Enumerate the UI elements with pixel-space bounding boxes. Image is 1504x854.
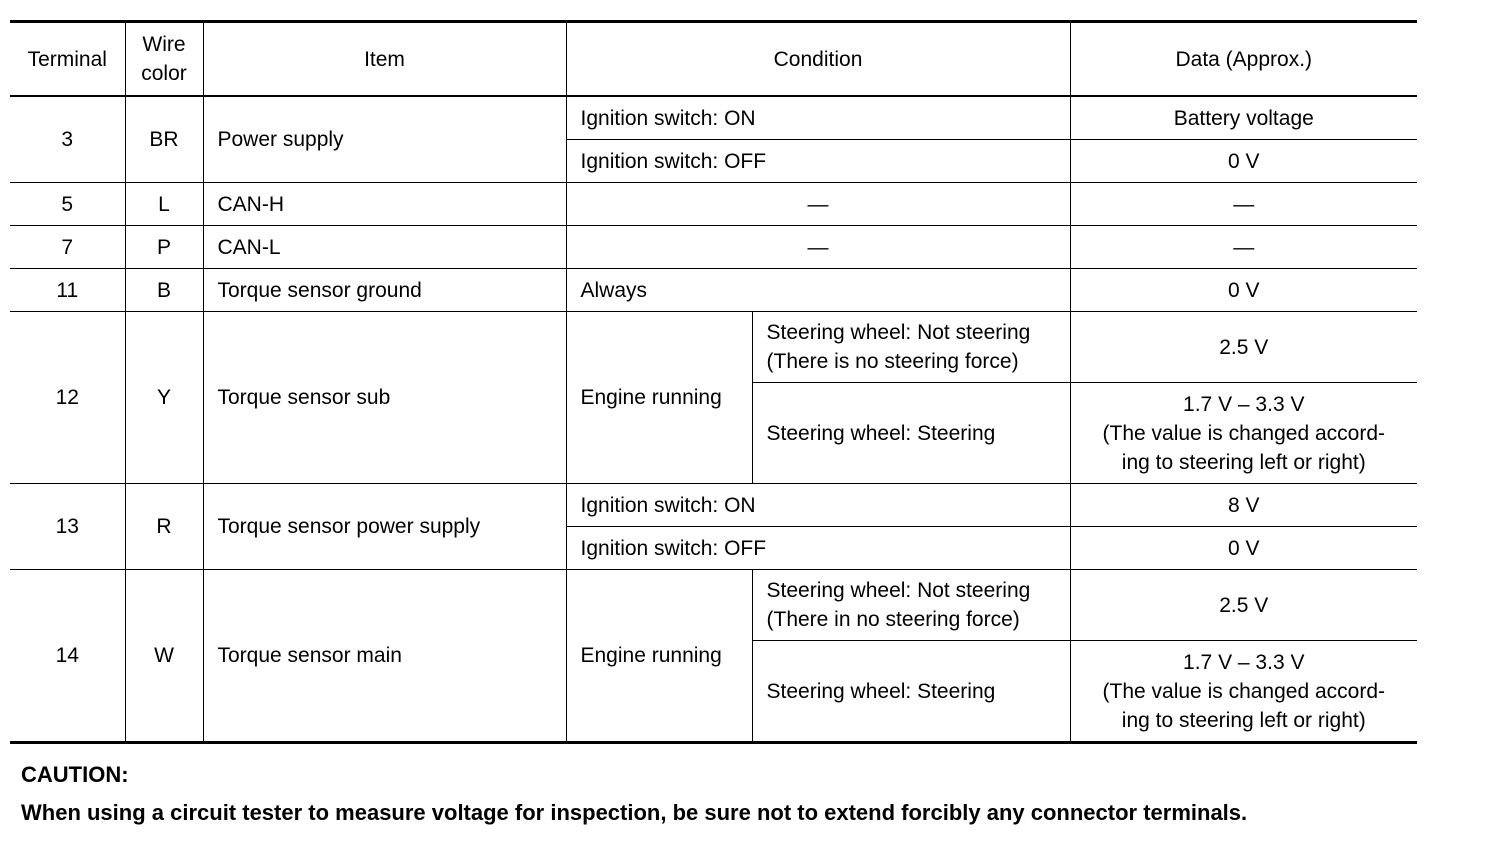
- data-cell: Battery voltage: [1070, 96, 1417, 140]
- data-cell: 2.5 V: [1070, 312, 1417, 383]
- item-cell: CAN-H: [203, 183, 566, 226]
- header-terminal: Terminal: [10, 22, 125, 97]
- data-cell: [1070, 383, 1417, 484]
- sub-condition-line1: Steering wheel: Not steering: [766, 321, 1031, 344]
- terminal-cell: 5: [10, 183, 125, 226]
- data-cell: —: [1070, 183, 1417, 226]
- table-row: [10, 183, 1417, 226]
- terminal-cell: 12: [10, 312, 125, 484]
- data-line1: 1.7 V – 3.3 V: [1183, 392, 1305, 416]
- sub-condition-line2: (There in no steering force): [766, 608, 1020, 631]
- caution-block: [21, 760, 1247, 828]
- condition-cell: Always: [566, 269, 1070, 312]
- table-row: [10, 484, 1417, 527]
- terminal-cell: 13: [10, 484, 125, 570]
- sub-condition-line1: Steering wheel: Not steering: [766, 579, 1031, 602]
- condition-cell: —: [566, 226, 1070, 269]
- header-wire-color-line2: color: [141, 62, 187, 85]
- sub-condition-cell: [752, 312, 1070, 383]
- caution-title: CAUTION:: [21, 762, 129, 787]
- table-row: [10, 570, 1417, 641]
- data-cell: 2.5 V: [1070, 570, 1417, 641]
- table-row: [10, 269, 1417, 312]
- header-wire-color-line1: Wire: [142, 33, 186, 56]
- wire-color-cell: Y: [125, 312, 203, 484]
- wire-color-cell: P: [125, 226, 203, 269]
- condition-cell: Ignition switch: OFF: [566, 527, 1070, 570]
- data-cell: 0 V: [1070, 269, 1417, 312]
- table-row: [10, 96, 1417, 140]
- sub-condition-cell: Steering wheel: Steering: [752, 641, 1070, 743]
- header-data: Data (Approx.): [1070, 22, 1417, 97]
- sub-condition-cell: [752, 570, 1070, 641]
- data-line2: (The value is changed accord-: [1102, 421, 1386, 445]
- terminal-cell: 7: [10, 226, 125, 269]
- header-wire-color: [125, 22, 203, 97]
- data-line3: ing to steering left or right): [1121, 450, 1366, 474]
- table-row: [10, 312, 1417, 383]
- terminal-spec-table: [10, 20, 1417, 744]
- item-cell: Torque sensor sub: [203, 312, 566, 484]
- header-item: Item: [203, 22, 566, 97]
- data-cell: 0 V: [1070, 140, 1417, 183]
- condition-cell: —: [566, 183, 1070, 226]
- table-row: [10, 226, 1417, 269]
- header-condition: Condition: [566, 22, 1070, 97]
- table-header-row: [10, 22, 1417, 97]
- data-cell: 0 V: [1070, 527, 1417, 570]
- terminal-cell: 11: [10, 269, 125, 312]
- item-cell: Torque sensor main: [203, 570, 566, 743]
- wire-color-cell: R: [125, 484, 203, 570]
- terminal-cell: 3: [10, 96, 125, 183]
- data-line3: ing to steering left or right): [1121, 708, 1366, 732]
- condition-cell: Engine running: [566, 312, 752, 484]
- item-cell: Torque sensor ground: [203, 269, 566, 312]
- condition-cell: Ignition switch: ON: [566, 484, 1070, 527]
- caution-text: When using a circuit tester to measure voltage for inspection, be sure not to extend forcibly any connector terminals.: [21, 800, 1248, 825]
- data-cell: [1070, 641, 1417, 743]
- data-line1: 1.7 V – 3.3 V: [1183, 650, 1305, 674]
- data-cell: 8 V: [1070, 484, 1417, 527]
- wire-color-cell: W: [125, 570, 203, 743]
- item-cell: CAN-L: [203, 226, 566, 269]
- item-cell: Torque sensor power supply: [203, 484, 566, 570]
- condition-cell: Ignition switch: OFF: [566, 140, 1070, 183]
- condition-cell: Ignition switch: ON: [566, 96, 1070, 140]
- terminal-cell: 14: [10, 570, 125, 743]
- wire-color-cell: BR: [125, 96, 203, 183]
- sub-condition-cell: Steering wheel: Steering: [752, 383, 1070, 484]
- wire-color-cell: L: [125, 183, 203, 226]
- data-line2: (The value is changed accord-: [1102, 679, 1386, 703]
- data-cell: —: [1070, 226, 1417, 269]
- condition-cell: Engine running: [566, 570, 752, 743]
- sub-condition-line2: (There is no steering force): [766, 350, 1019, 373]
- item-cell: Power supply: [203, 96, 566, 183]
- wire-color-cell: B: [125, 269, 203, 312]
